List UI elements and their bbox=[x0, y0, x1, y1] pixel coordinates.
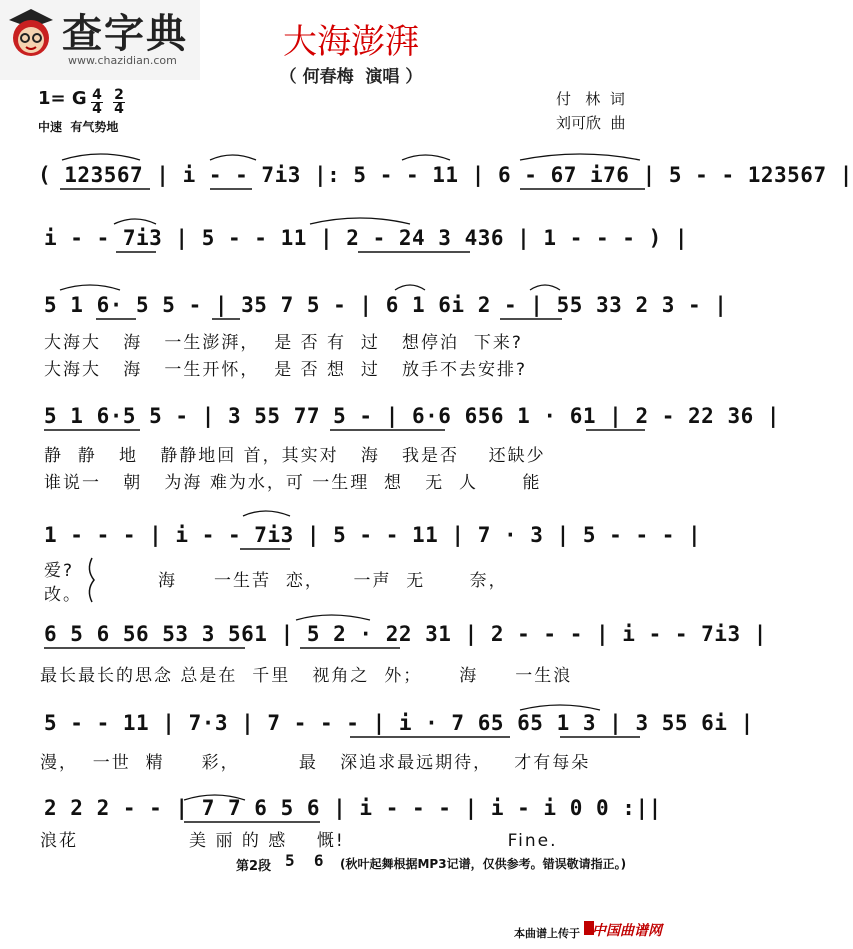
notation-line-7: 5 - - 11 | 7·3 | 7 - - - | i · 7 65 65 1 3 | 3 55 6i | bbox=[44, 711, 754, 735]
notation-line-1: ( 123567 | i - - 7i3 |: 5 - - 11 | 6 - 67 i76 | 5 - - 123567 | bbox=[38, 163, 853, 187]
notation-line-5: 1 - - - | i - - 7i3 | 5 - - 11 | 7 · 3 | 5 - - - | bbox=[44, 523, 702, 547]
performer: （ 何春梅 演唱 ） bbox=[279, 67, 423, 87]
lyricist: 付 林 词 bbox=[556, 90, 625, 108]
lyric-line-4b: 谁说一 朝 为海 难为水，可 一生理 想 无 人 能 bbox=[44, 473, 542, 493]
slur-mark bbox=[243, 511, 290, 516]
slur-mark bbox=[114, 219, 156, 224]
notation-line-4: 5 1 6·5 5 - | 3 55 77 5 - | 6·6 656 1 · 61 | 2 - 22 36 | bbox=[44, 404, 781, 428]
key-signature: 1= G bbox=[38, 88, 87, 109]
lyric-line-6: 最长最长的思念 总是在 千里 视角之 外； 海 一生浪 bbox=[40, 666, 573, 686]
lyric-line-7: 漫， 一世 精 彩， 最 深追求最远期待， 才有每朵 bbox=[40, 753, 591, 773]
slur-mark bbox=[60, 285, 120, 290]
footer-text: 本曲谱上传于 bbox=[514, 927, 580, 940]
logo-url: www.chazidian.com bbox=[68, 54, 177, 67]
slur-mark bbox=[520, 154, 640, 160]
slur-mark bbox=[402, 155, 450, 160]
notation-line-6: 6 5 6 56 53 3 561 | 5 2 · 22 31 | 2 - - - | i - - 7i3 | bbox=[44, 622, 767, 646]
second-ending-notes: 5 6 bbox=[285, 851, 324, 870]
time-sig-bottom: 4 bbox=[92, 101, 102, 117]
slur-mark bbox=[296, 615, 370, 620]
time-sig-top: 2 bbox=[114, 87, 124, 103]
notation-line-3: 5 1 6· 5 5 - | 35 7 5 - | 6 1 6i 2 - | 55 33 2 3 - | bbox=[44, 293, 728, 317]
composer: 刘可欣 曲 bbox=[556, 114, 626, 132]
lyric-line-4a: 静 静 地 静静地回 首，其实对 海 我是否 还缺少 bbox=[44, 446, 546, 466]
logo-name: 查字典 bbox=[62, 11, 188, 57]
footer-site-logo: 中国曲谱网 bbox=[592, 923, 662, 939]
slur-mark bbox=[184, 795, 245, 800]
lyric-line-5a: 爱? bbox=[44, 561, 75, 581]
lyric-line-3b: 大海大 海 一生开怀， 是 否 想 过 放手不去安排? bbox=[44, 360, 528, 380]
transcription-note: (秋叶起舞根据MP3记谱，仅供参考。错误敬请指正。) bbox=[340, 857, 627, 871]
notation-line-2: i - - 7i3 | 5 - - 11 | 2 - 24 3 436 | 1 - - - ) | bbox=[44, 226, 689, 250]
lyric-line-5b: 改。 bbox=[44, 585, 82, 605]
lyric-line-5-mid: 海 一生苦 恋， 一声 无 奈， bbox=[158, 571, 508, 591]
slur-mark bbox=[310, 218, 410, 224]
slur-mark bbox=[520, 705, 600, 710]
lyric-line-3a: 大海大 海 一生澎湃， 是 否 有 过 想停泊 下来? bbox=[44, 333, 523, 353]
slur-mark bbox=[395, 285, 425, 290]
notation-line-8: 2 2 2 - - | 7 7 6 5 6 | i - - - | i - i 0 0 :|| bbox=[44, 796, 662, 820]
brace-mark bbox=[89, 558, 94, 602]
time-sig-top: 4 bbox=[92, 87, 102, 103]
time-sig-bottom: 4 bbox=[114, 101, 124, 117]
lyric-line-8: 浪花 美 丽 的 感 慨! Fine. bbox=[40, 831, 558, 851]
slur-mark bbox=[62, 154, 140, 160]
tempo-marking: 中速 有气势地 bbox=[38, 120, 119, 134]
slur-mark bbox=[210, 155, 256, 160]
second-ending-label: 第2段 bbox=[236, 859, 272, 874]
slur-mark bbox=[530, 285, 560, 290]
song-title: 大海澎湃 bbox=[283, 22, 419, 62]
